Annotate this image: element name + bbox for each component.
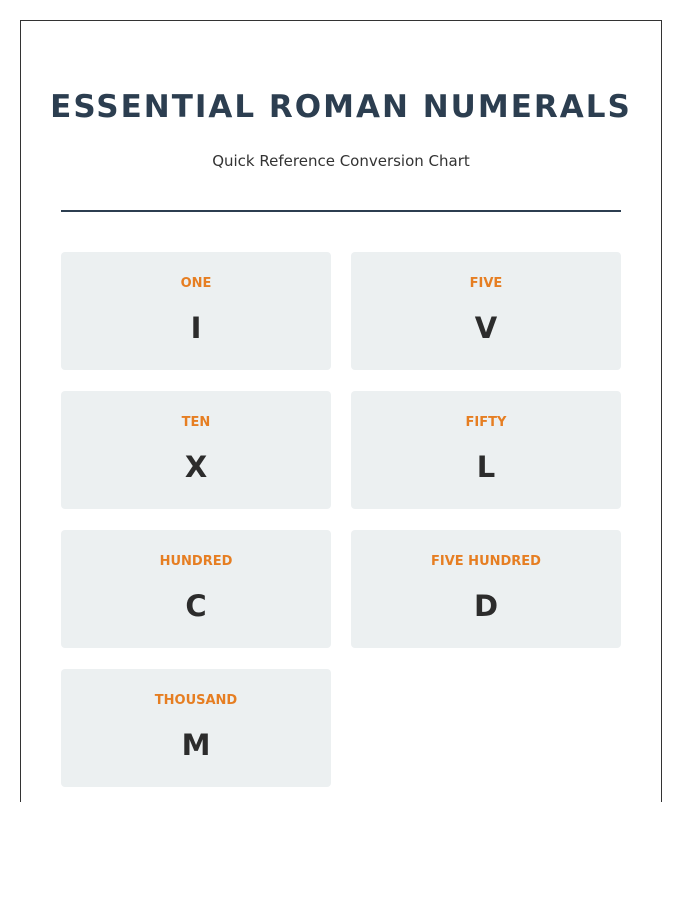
card-numeral: L — [476, 450, 496, 484]
card-label: ONE — [180, 276, 212, 291]
card-numeral: V — [474, 311, 498, 345]
card-numeral: I — [190, 311, 202, 345]
page-subtitle: Quick Reference Conversion Chart — [212, 152, 470, 170]
card-label: TEN — [181, 415, 211, 430]
card-label: FIVE — [469, 276, 503, 291]
header-divider — [61, 210, 621, 212]
numeral-card-one — [61, 252, 331, 370]
page-title: ESSENTIAL ROMAN NUMERALS — [50, 89, 632, 125]
numeral-card-thousand — [61, 669, 331, 787]
numeral-card-ten — [61, 391, 331, 509]
card-numeral: C — [185, 589, 207, 623]
card-label: HUNDRED — [159, 554, 233, 569]
card-numeral: X — [184, 450, 208, 484]
card-numeral: D — [473, 589, 499, 623]
numeral-card-five-hundred — [351, 530, 621, 648]
card-label: THOUSAND — [154, 693, 238, 708]
card-label: FIFTY — [465, 415, 507, 430]
numeral-card-fifty — [351, 391, 621, 509]
card-label: FIVE HUNDRED — [431, 554, 541, 569]
numeral-card-five — [351, 252, 621, 370]
card-numeral: M — [181, 728, 211, 762]
numeral-grid — [61, 252, 621, 787]
numeral-card-hundred — [61, 530, 331, 648]
reference-sheet — [20, 20, 662, 802]
